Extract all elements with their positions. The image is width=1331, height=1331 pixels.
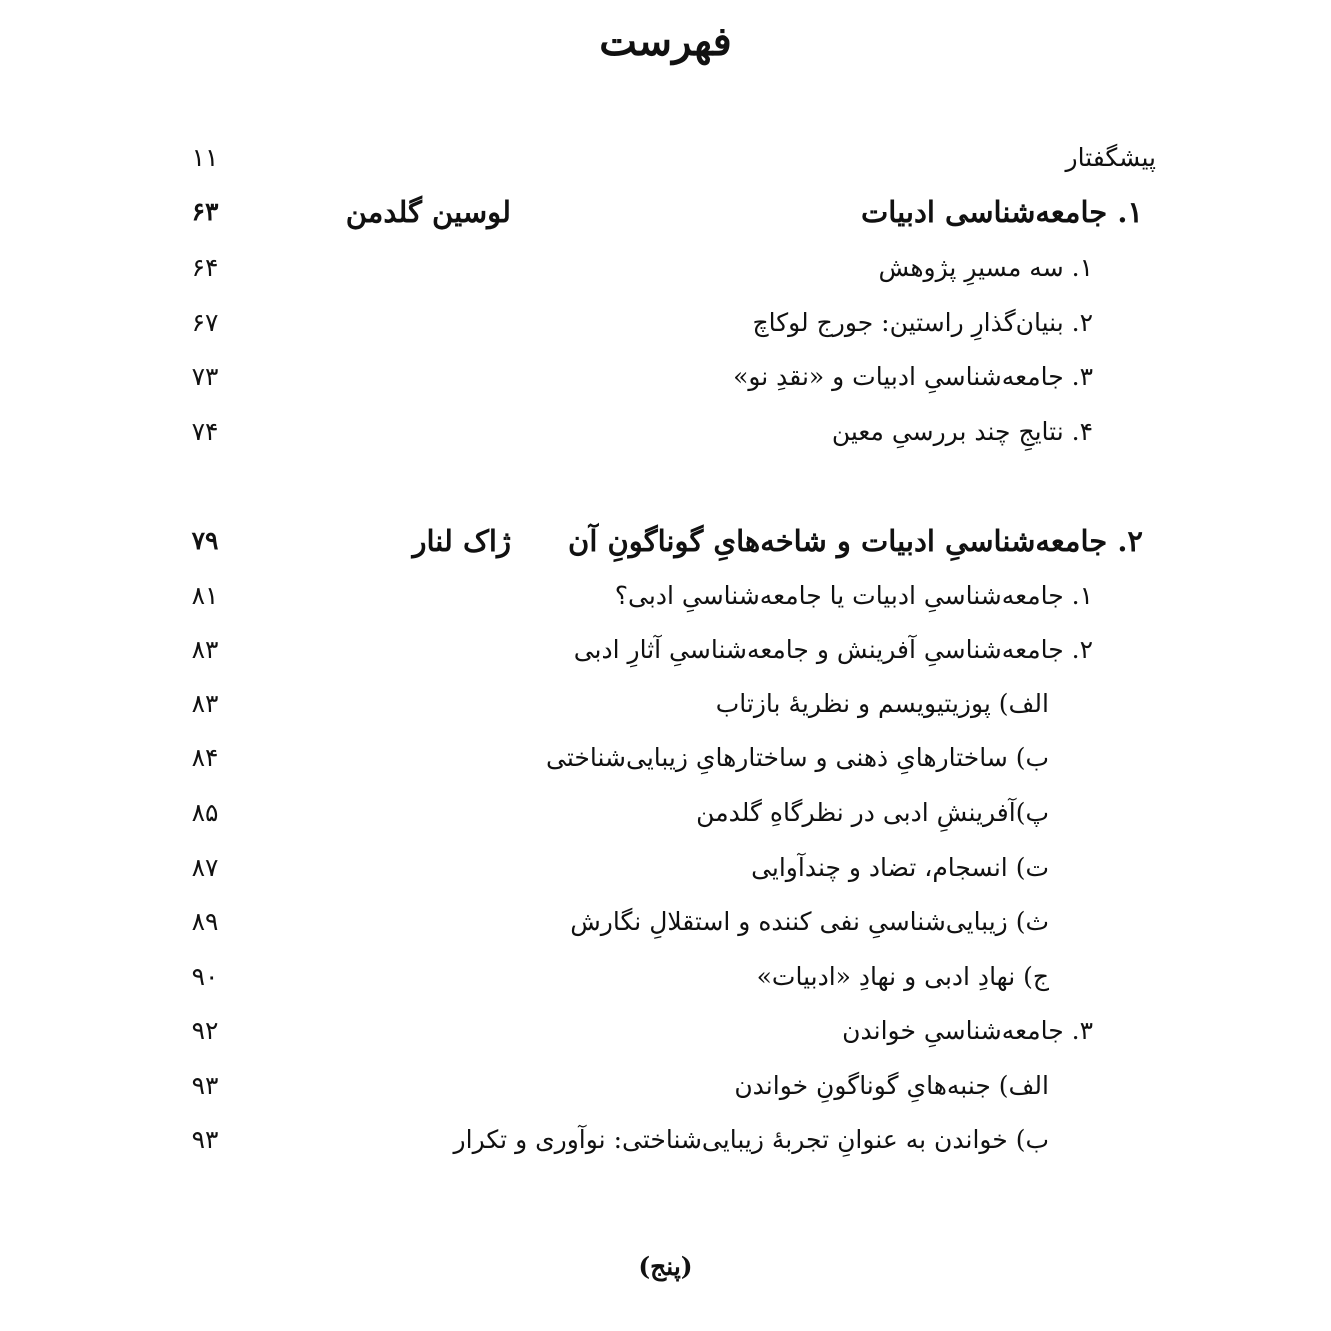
toc-section [0,625,1331,675]
toc-chapter-1 [0,187,1331,237]
toc-subsection [0,897,1331,947]
toc-section [0,352,1331,402]
toc-section [0,571,1331,621]
toc-section [0,1006,1331,1056]
toc-entry-title: الف) جنبه‌هایِ گوناگونِ خواندن [734,1071,1049,1100]
toc-entry-page-number: ۶۷ [191,308,219,337]
toc-subsection [0,1061,1331,1111]
toc-entry-title: ۳. جامعه‌شناسیِ خواندن [842,1016,1093,1045]
toc-subsection [0,788,1331,838]
toc-entry-page-number: ۹۳ [191,1125,219,1154]
toc-entry-page-number: ۸۴ [191,743,219,772]
toc-entry-page-number: ۹۲ [191,1016,219,1045]
toc-entry-title: ۲. بنیان‌گذارِ راستین: جورج لوکاچ [752,308,1093,337]
toc-entry-foreword [0,133,1331,183]
toc-chapter-title: ۲. جامعه‌شناسیِ ادبیات و شاخه‌هایِ گوناگونِ آن [568,524,1143,558]
toc-entry-title: ث) زیبایی‌شناسیِ نفی کننده و استقلالِ نگارش [570,907,1049,936]
toc-entry-title: ۲. جامعه‌شناسیِ آفرینش و جامعه‌شناسیِ آثارِ ادبی [573,635,1093,664]
toc-entry-page-number: ۹۰ [191,962,219,991]
toc-subsection [0,843,1331,893]
toc-subsection [0,1115,1331,1165]
toc-entry-page-number: ۷۳ [191,362,219,391]
toc-entry-title: ت) انسجام، تضاد و چندآوایی [751,853,1049,882]
toc-entry-page-number: ۸۷ [191,853,219,882]
toc-entry-page-number: ۸۳ [191,689,219,718]
page-number-footer: (پنج) [638,1252,693,1281]
toc-entry-title: ج) نهادِ ادبی و نهادِ «ادبیات» [756,962,1049,991]
toc-entry-page-number: ۶۳ [191,197,219,226]
toc-entry-title: پیشگفتار [1065,143,1156,172]
toc-entry-page-number: ۷۹ [191,526,219,555]
toc-entry-title: ب) خواندن به عنوانِ تجربهٔ زیبایی‌شناختی: نوآوری و تکرار [453,1125,1049,1154]
toc-entry-title: پ)آفرینشِ ادبی در نظرگاهِ گلدمن [696,798,1049,827]
toc-entry-title: ۱. جامعه‌شناسیِ ادبیات یا جامعه‌شناسیِ ادبی؟ [614,581,1093,610]
toc-entry-page-number: ۸۹ [191,907,219,936]
page-title: فهرست [599,18,732,65]
toc-entry-title: الف) پوزیتیویسم و نظریهٔ بازتاب [715,689,1049,718]
toc-section [0,243,1331,293]
toc-chapter-author: ژاک لنار [412,524,511,558]
toc-entry-page-number: ۷۴ [191,417,219,446]
toc-section [0,407,1331,457]
toc-chapter-2 [0,516,1331,566]
toc-entry-page-number: ۶۴ [191,253,219,282]
toc-entry-page-number: ۹۳ [191,1071,219,1100]
toc-entry-title: ۳. جامعه‌شناسیِ ادبیات و «نقدِ نو» [733,362,1093,391]
toc-entry-page-number: ۸۱ [191,581,219,610]
toc-chapter-title: ۱. جامعه‌شناسی ادبیات [861,195,1143,229]
toc-subsection [0,679,1331,729]
toc-entry-page-number: ۸۳ [191,635,219,664]
toc-section [0,298,1331,348]
toc-chapter-author: لوسین گلدمن [345,195,511,229]
toc-subsection [0,952,1331,1002]
toc-subsection [0,733,1331,783]
toc-entry-title: ب) ساختارهایِ ذهنی و ساختارهایِ زیبایی‌شناختی [546,743,1049,772]
toc-entry-page-number: ۸۵ [191,798,219,827]
toc-entry-title: ۴. نتایجِ چند بررسیِ معین [831,417,1093,446]
toc-entry-page-number: ۱۱ [191,143,219,172]
toc-entry-title: ۱. سه مسیرِ پژوهش [878,253,1093,282]
